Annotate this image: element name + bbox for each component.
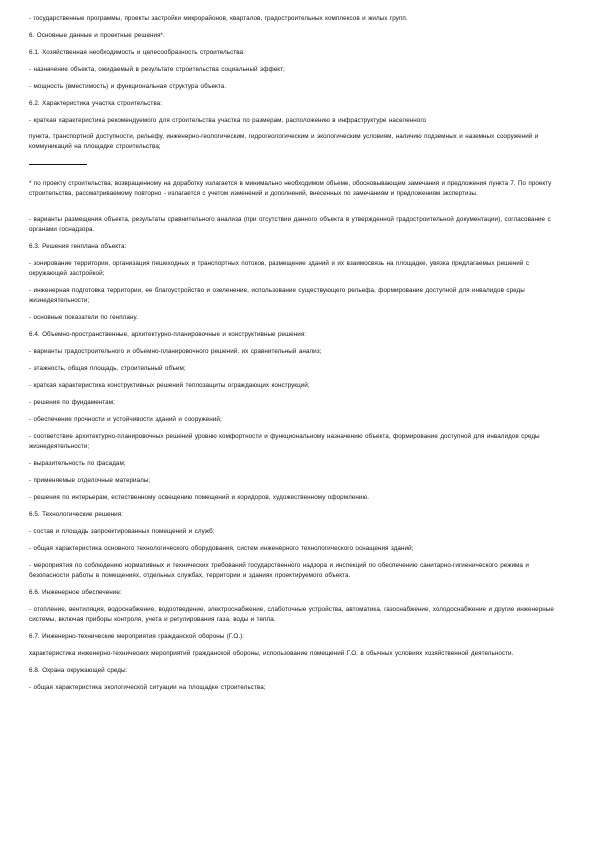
list-item: - выразительность по фасадам; [29, 460, 126, 467]
list-item: - общая характеристика основного технологического оборудования, систем инженерного технологического оснащения зданий; [29, 545, 414, 552]
list-item: - краткая характеристика рекомендуемого для строительства участка по размерам, расположению в инфраструктуре населенного [29, 117, 427, 124]
list-item: - состав и площадь запроектированных помещений и служб; [29, 528, 215, 535]
list-item: - этажность, общая площадь, строительный объем; [29, 365, 186, 372]
list-item: - обеспечение прочности и устойчивости зданий и сооружений; [29, 416, 222, 423]
list-item: - отопление, вентиляция, водоснабжение, водоотведение, электроснабжение, слаботочные устройства, автоматика, газоснабжение, холодоснабжение и другие инженерные системы, включая приборы контроля, учета и регулирования газа, воды и тепла. [29, 606, 554, 623]
footnote: * по проекту строительства, возвращенному на доработку излагается в минимально необходимом объеме, обосновывающем замечания и предложения пункта 7. По проекту строительства, рассматриваемому повторно - излагается с учетом изменений и дополнений, внесенных по замечаниям и предложениям экспертизы. [29, 180, 552, 197]
paragraph: характеристика инженерно-технических мероприятий гражданской обороны, использование помещений Г.О. в обычных условиях хозяйственной деятельности. [29, 650, 514, 657]
list-item: - основные показатели по генплану. [29, 314, 138, 321]
subsection-heading: 6.8. Охрана окружающей среды: [29, 667, 128, 674]
subsection-heading: 6.1. Хозяйственная необходимость и целесообразность строительства: [29, 49, 245, 56]
list-item: - краткая характеристика конструктивных решений теплозащиты ограждающих конструкций; [29, 382, 310, 389]
footnote-separator [29, 164, 87, 165]
list-item: - варианты размещения объекта, результаты сравнительного анализа (при отсутствии данного объекта в утвержденной градостроительной документации), согласование с органами госнадзора. [29, 216, 551, 233]
subsection-heading: 6.2. Характеристика участка строительства: [29, 100, 162, 107]
list-item: - мероприятия по соблюдению нормативных и технических требований государственного надзора и инспекций по обеспечению санитарно-гигиенического режима и безопасности работы в помещениях, отдельных службах, территории и зданиях проектируемого объекта. [29, 562, 529, 579]
subsection-heading: 6.4. Объемно-пространственные, архитектурно-планировочные и конструктивные решения: [29, 331, 307, 338]
list-item: - назначение объекта, ожидаемый в результате строительства социальный эффект; [29, 66, 285, 73]
list-item: - применяемые отделочные материалы; [29, 477, 151, 484]
list-item: - решения по фундаментам; [29, 399, 115, 406]
subsection-heading: 6.7. Инженерно-технические мероприятия гражданской обороны (Г.О.): [29, 633, 245, 640]
text-line: - государственные программы, проекты застройки микрорайонов, кварталов, градостроительных комплексов и жилых групп. [29, 15, 408, 22]
list-item: - зонирование территории, организация пешеходных и транспортных потоков, размещение зданий и их взаимосвязь на площадке, увязка предлагаемых решений с окружающей застройкой; [29, 260, 530, 277]
subsection-heading: 6.6. Инженерное обеспечение: [29, 589, 122, 596]
subsection-heading: 6.5. Технологические решения: [29, 511, 123, 518]
list-item: - варианты градостроительного и объемно-планировочного решений, их сравнительный анализ; [29, 348, 322, 355]
list-item: - мощность (вместимость) и функциональная структура объекта. [29, 83, 227, 90]
section-heading: 6. Основные данные и проектные решения*. [29, 32, 165, 39]
list-item-continued: пункта, транспортной доступности, рельефу, инженерно-геологическим, гидрогеологическим и экологическим условиям, наличию подземных и наземных сооружений и коммуникаций на площадке строительства; [29, 133, 539, 150]
list-item: - решения по интерьерам, естественному освещению помещений и коридоров, художественному оформлению. [29, 494, 370, 501]
list-item: - инженерная подготовка территории, ее благоустройство и озеленение, использование существующего рельефа, формирование доступной для инвалидов среды жизнедеятельности; [29, 287, 525, 304]
list-item: - общая характеристика экологической ситуации на площадке строительства; [29, 684, 266, 691]
list-item: - соответствие архитектурно-планировочных решений уровню комфортности и функциональному назначению объекта, формирование доступной для инвалидов среды жизнедеятельности; [29, 433, 540, 450]
subsection-heading: 6.3. Решения генплана объекта: [29, 243, 127, 250]
